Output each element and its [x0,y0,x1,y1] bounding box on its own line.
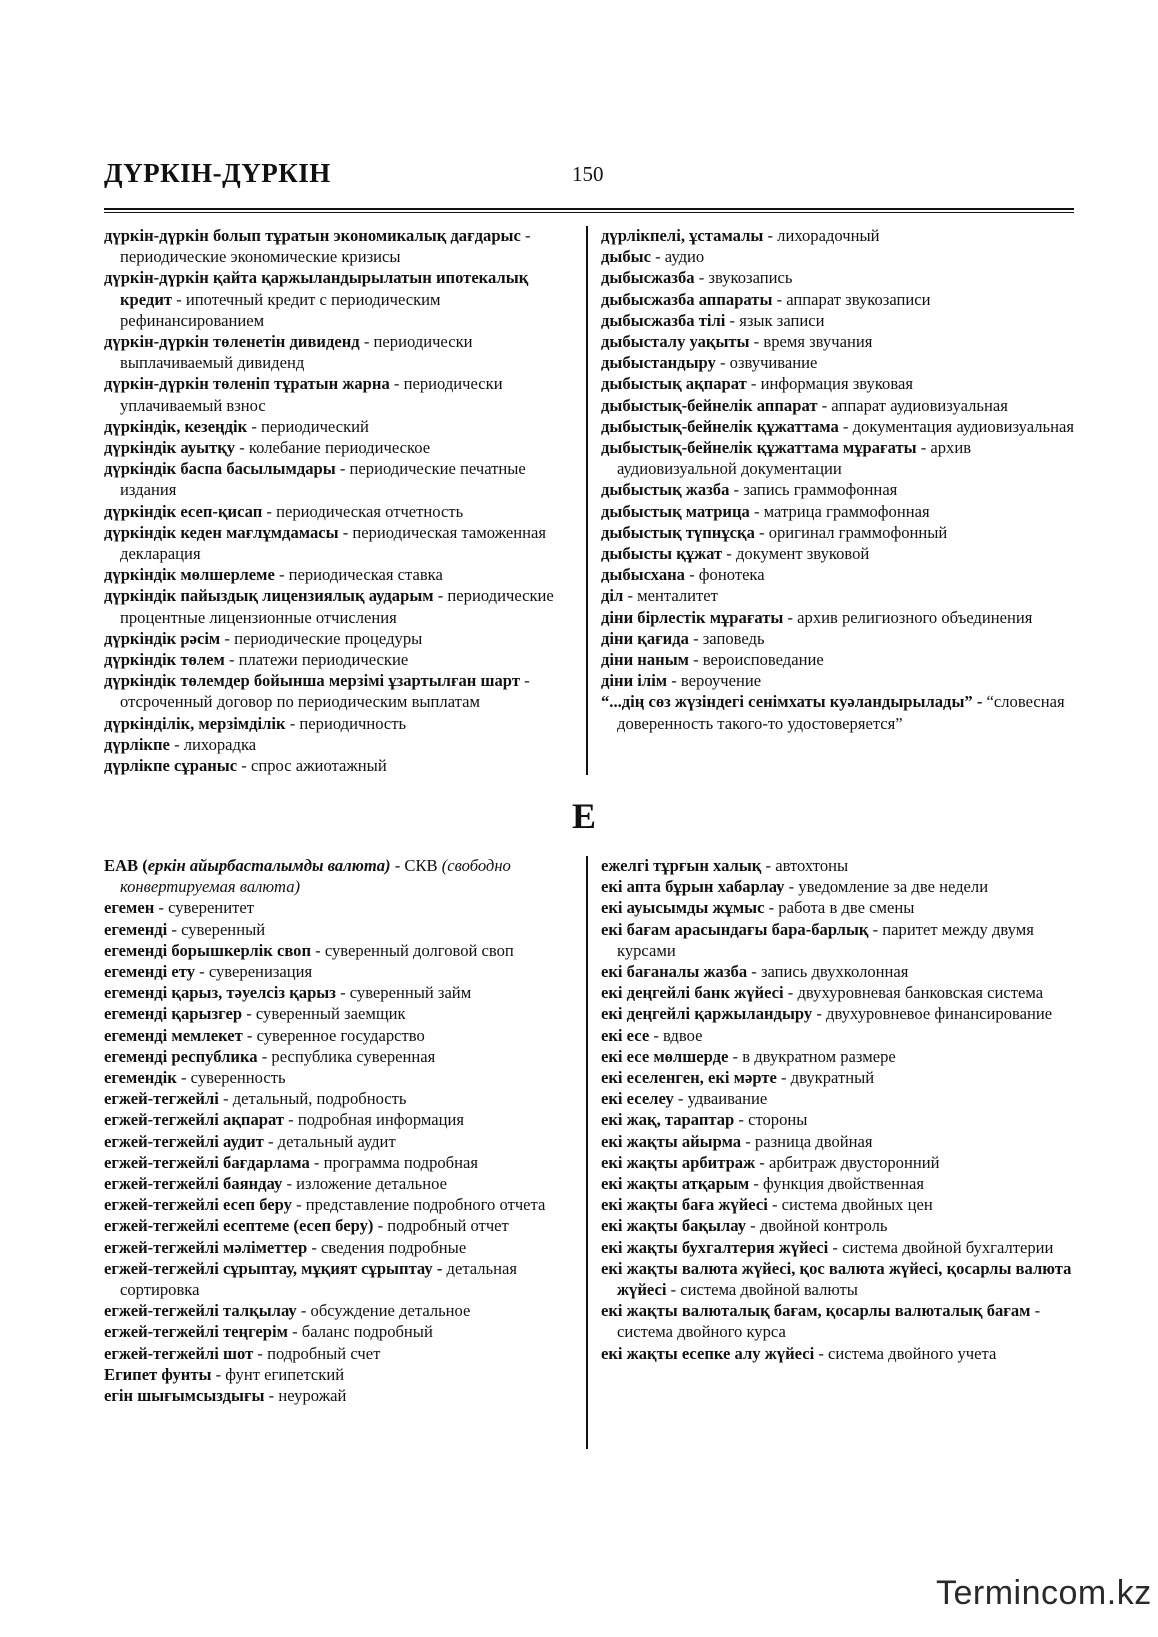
entry-definition: - баланс подробный [287,1322,433,1342]
header-rule [104,208,1074,210]
dictionary-entry [104,1152,574,1173]
dictionary-entry [104,1343,574,1364]
entry-term: егеменді қарызгер [104,1004,243,1024]
dictionary-entry [601,919,1076,961]
entry-term: егжей-тегжейлі талқылау [104,1301,297,1321]
entry-term: дүркін-дүркін болып тұратын экономикалық дағдарыс [104,226,521,245]
entry-term: егеменді [104,919,168,939]
dictionary-entry [601,670,1076,691]
dictionary-entry [104,649,574,670]
dictionary-entry [104,225,574,267]
entry-term: екі еселенген, екі мәрте [601,1068,777,1088]
dictionary-entry [601,876,1076,897]
dictionary-entry [104,585,574,627]
dictionary-entry [104,1003,574,1024]
entry-definition: - разница двойная [741,1131,873,1151]
dictionary-entry [601,1152,1076,1173]
entry-definition: - подробный отчет [373,1216,509,1236]
entry-definition: - суверенный займ [335,983,472,1003]
entry-term: егеменді қарыз, тәуелсіз қарыз [104,983,336,1003]
entry-definition: - двухуровневое финансирование [812,1004,1053,1024]
dictionary-entry [601,395,1076,416]
entry-term: екі жақты баға жүйесі [601,1195,768,1215]
entry-definition: - фунт египетский [211,1364,345,1384]
dictionary-entry [104,1194,574,1215]
bottom-right-column [601,855,1076,1364]
entry-term: егжей-тегжейлі есептеме (есеп беру) [104,1216,374,1236]
entry-definition: - детальный, подробность [218,1089,407,1109]
entry-term: екі жақ, тараптар [601,1110,735,1130]
entry-definition: - система двойного учета [814,1343,997,1363]
dictionary-entry [601,225,1076,246]
entry-term: екі есе [601,1025,650,1045]
entry-definition: - двукратный [776,1068,875,1088]
entry-definition: - суверенный долговой своп [311,940,514,960]
dictionary-entry [104,755,574,776]
dictionary-entry [601,1088,1076,1109]
dictionary-entry [104,1364,574,1385]
dictionary-entry [104,564,574,585]
entry-term: екі деңгейлі қаржыландыру [601,1004,813,1024]
entry-term: дүркін-дүркін төленіп тұратын жарна [104,374,390,394]
entry-term: екі жақты бақылау [601,1216,747,1236]
dictionary-entry [104,1131,574,1152]
entry-definition: - менталитет [623,586,718,606]
entry-term: дүркінділік, мерзімділік [104,713,286,733]
dictionary-entry [601,310,1076,331]
dictionary-entry [104,1321,574,1342]
dictionary-entry [601,416,1076,437]
dictionary-entry [601,1109,1076,1130]
entry-definition: - двухуровневая банковская система [783,983,1044,1003]
entry-definition: - периодические процентные лицензионные отчисления [120,586,554,627]
entry-definition: - лихорадка [169,734,257,754]
entry-term: дыбыстық ақпарат [601,374,747,394]
entry-definition: - платежи периодические [224,650,409,670]
dictionary-entry [601,522,1076,543]
entry-definition: - фонотека [684,565,765,585]
entry-definition: - вероучение [667,671,762,691]
dictionary-entry [104,1385,574,1406]
entry-term: дыбыстық түпнұсқа [601,522,755,542]
entry-definition: - суверенный заемщик [242,1004,406,1024]
dictionary-entry [601,289,1076,310]
entry-definition: - периодически выплачиваемый дивиденд [120,332,473,373]
entry-term: екі ауысымды жұмыс [601,898,765,918]
dictionary-entry [104,267,574,331]
site-logo: Termincom.kz [936,1574,1152,1612]
entry-term: дүрлікпе [104,734,170,754]
entry-definition: - информация звуковая [746,374,913,394]
entry-term: екі жақты есепке алу жүйесі [601,1343,815,1363]
entry-term: егжей-тегжейлі есеп беру [104,1195,292,1215]
entry-term: екі жақты арбитраж [601,1152,756,1172]
entry-term: дыбысжазба тілі [601,310,726,330]
entry-definition: - матрица граммофонная [749,501,930,521]
entry-term: дыбысжазба аппараты [601,289,773,309]
dictionary-entry [104,1300,574,1321]
entry-definition: - запись двухколонная [747,962,909,982]
entry-definition: - аппарат аудиовизуальная [817,395,1008,415]
entry-definition: - вдвое [649,1025,703,1045]
dictionary-entry [104,897,574,918]
entry-definition: - периодические печатные издания [120,459,526,500]
entry-definition: - документ звуковой [722,544,870,564]
dictionary-entry [601,628,1076,649]
entry-term: екі жақты валюта жүйесі, қос валюта жүйесі, қосарлы валюта жүйесі [601,1258,1072,1300]
entry-term: дыбыстық матрица [601,501,750,521]
dictionary-entry [601,1237,1076,1258]
dictionary-entry [601,855,1076,876]
entry-definition: - система двойной валюты [666,1280,858,1300]
entry-definition: - система двойного курса [617,1301,1041,1342]
entry-term: Египет фунты [104,1364,212,1384]
entry-term: егжей-тегжейлі [104,1089,219,1109]
entry-definition: - в двукратном размере [728,1046,896,1066]
entry-term: егжей-тегжейлі аудит [104,1131,264,1151]
entry-term: дыбысхана [601,565,685,585]
entry-definition: - система двойной бухгалтерии [828,1237,1054,1257]
entry-definition: - подробный счет [253,1343,381,1363]
entry-definition: - суверенное государство [242,1025,425,1045]
dictionary-entry [601,1258,1076,1300]
entry-term: дүркіндік төлем [104,650,225,670]
dictionary-entry [104,961,574,982]
page-title: ДҮРКІН-ДҮРКІН [104,158,331,188]
dictionary-entry [104,522,574,564]
entry-definition: - детальный аудит [263,1131,396,1151]
dictionary-entry [104,1067,574,1088]
entry-definition: “словесная доверенность такого-то удостоверяется” [617,692,1065,733]
entry-term: екі еселеу [601,1089,674,1109]
dictionary-entry [104,940,574,961]
dictionary-entry [601,267,1076,288]
entry-definition: - запись граммофонная [729,480,898,500]
entry-term: “...дің сөз жүзіндегі сенімхаты куәландырылады” - [601,692,983,712]
entry-definition: - обсуждение детальное [296,1301,471,1321]
entry-definition: - архив аудиовизуальной документации [617,438,972,479]
entry-definition: - периодические экономические кризисы [120,226,531,267]
entry-term: егжей-тегжейлі баяндау [104,1174,283,1194]
entry-term: ежелгі тұрғын халық [601,856,762,875]
entry-definition: - аудио [650,247,705,267]
dictionary-entry [104,1215,574,1236]
entry-definition: - подробная информация [284,1110,465,1130]
dictionary-entry [104,1237,574,1258]
bottom-left-column [104,855,574,1406]
dictionary-entry [601,373,1076,394]
entry-definition: - документация аудиовизуальная [838,416,1074,436]
entry-definition: - программа подробная [309,1152,478,1172]
entry-definition: - отсроченный договор по периодическим выплатам [120,671,530,712]
dictionary-entry [601,1343,1076,1364]
entry-definition: - уведомление за две недели [784,877,989,897]
entry-term: діни қағида [601,628,689,648]
entry-definition: - архив религиозного объединения [783,607,1033,627]
dictionary-entry [601,564,1076,585]
entry-definition: - периодическая таможенная декларация [120,522,546,564]
entry-term: дыбысталу уақыты [601,332,750,352]
dictionary-entry [601,1300,1076,1342]
dictionary-entry [601,649,1076,670]
entry-definition: детальная сортировка [120,1258,518,1300]
entry-term: дүркін-дүркін қайта қаржыландырылатын ипотекалық кредит [104,268,529,309]
column-divider [586,856,588,1449]
entry-definition: - работа в две смены [764,898,915,918]
entry-term: дыбыстық-бейнелік аппарат [601,395,818,415]
dictionary-entry [104,628,574,649]
entry-term: ЕАВ (еркін айырбасталымды валюта) [104,856,391,875]
entry-definition: - стороны [734,1110,808,1130]
entry-term: дүркіндік баспа басылымдары [104,459,336,479]
entry-term: екі есе мөлшерде [601,1046,729,1066]
entry-definition: - автохтоны [761,856,849,875]
dictionary-entry [104,734,574,755]
entry-term: егжей-тегжейлі мәліметтер [104,1237,308,1257]
entry-term: дыбыстық жазба [601,480,730,500]
entry-definition: - суверенность [176,1068,286,1088]
dictionary-entry [601,1173,1076,1194]
header-rule-thin [104,212,1074,213]
dictionary-entry [104,855,574,897]
entry-term: егеменді республика [104,1046,258,1066]
dictionary-entry [601,961,1076,982]
column-divider [586,226,588,775]
dictionary-entry [601,982,1076,1003]
dictionary-entry [601,501,1076,522]
dictionary-entry [601,543,1076,564]
entry-term: дүркіндік рәсім [104,628,221,648]
entry-term: діни наным [601,650,689,670]
dictionary-entry [104,1046,574,1067]
entry-definition: - система двойных цен [767,1195,933,1215]
dictionary-entry [104,416,574,437]
dictionary-entry [601,607,1076,628]
entry-term: егін шығымсыздығы [104,1386,265,1406]
top-left-column [104,225,574,776]
entry-definition: - паритет между двумя курсами [617,919,1034,960]
entry-term: дүркіндік ауытқу [104,438,236,458]
entry-definition: - арбитраж двусторонний [755,1152,940,1172]
dictionary-entry [601,1067,1076,1088]
dictionary-entry [601,1003,1076,1024]
entry-term: діни бірлестік мұрағаты [601,607,784,627]
entry-definition: - представление подробного отчета [291,1195,546,1215]
entry-term: егемен [104,898,155,918]
entry-definition: - лихорадочный [763,226,880,245]
entry-term: егжей-тегжейлі бағдарлама [104,1152,310,1172]
entry-term: дүркіндік, кезеңдік [104,416,248,436]
dictionary-entry [601,1025,1076,1046]
entry-term: дыбысжазба [601,268,695,288]
entry-term: екі жақты атқарым [601,1174,750,1194]
dictionary-entry [104,919,574,940]
entry-definition: - периодическая отчетность [262,501,464,521]
entry-definition: - периодически уплачиваемый взнос [120,374,503,415]
dictionary-entry [104,458,574,500]
entry-definition: - язык записи [725,310,825,330]
dictionary-entry [601,1215,1076,1236]
entry-term: егжей-тегжейлі сұрыптау, мұқият сұрыптау - [104,1258,443,1278]
entry-term: дүркіндік пайыздық лицензиялық аударым [104,586,434,606]
entry-term: егжей-тегжейлі ақпарат [104,1110,284,1130]
dictionary-entry [104,331,574,373]
entry-term: екі бағаналы жазба [601,962,748,982]
dictionary-entry [601,585,1076,606]
entry-term: дүрлікпелі, ұстамалы [601,226,764,245]
entry-term: екі бағам арасындағы бара-барлық [601,919,869,939]
entry-term: дүркіндік есеп-қисап [104,501,263,521]
dictionary-entry [104,982,574,1003]
dictionary-entry [601,897,1076,918]
entry-term: екі апта бұрын хабарлау [601,877,785,897]
entry-definition: - спрос ажиотажный [237,756,387,776]
dictionary-entry [601,1194,1076,1215]
dictionary-entry [601,437,1076,479]
entry-term: егеменді ету [104,962,196,982]
entry-definition: - озвучивание [715,353,818,373]
entry-definition: - периодичность [285,713,407,733]
top-right-column [601,225,1076,734]
entry-definition: - республика суверенная [257,1046,436,1066]
entry-term: екі жақты валюталық бағам, қосарлы валюталық бағам [601,1301,1031,1321]
entry-definition: - неурожай [264,1386,347,1406]
entry-definition: - двойной контроль [746,1216,888,1236]
entry-term: егеменді борышкерлік своп [104,940,312,960]
entry-definition: - суверенный [167,919,266,939]
entry-term: діни ілім [601,671,668,691]
entry-term: дүркіндік кеден мағлұмдамасы [104,522,339,542]
entry-term: егжей-тегжейлі шот [104,1343,254,1363]
entry-term: дүркіндік төлемдер бойынша мерзімі ұзартылған шарт [104,671,520,691]
dictionary-entry [104,1109,574,1130]
entry-definition: - звукозапись [694,268,793,288]
dictionary-entry [601,1131,1076,1152]
dictionary-entry [104,1025,574,1046]
dictionary-entry [601,479,1076,500]
entry-definition: - вероисповедание [688,650,824,670]
dictionary-entry [104,437,574,458]
dictionary-entry [601,246,1076,267]
entry-definition: - периодический [247,416,369,436]
entry-definition: - периодическая ставка [274,565,443,585]
entry-term: дыбыстық-бейнелік құжаттама мұрағаты [601,438,917,458]
entry-definition: - изложение детальное [282,1174,447,1194]
dictionary-entry [601,352,1076,373]
section-letter: Е [572,796,597,836]
page-number: 150 [572,162,604,186]
entry-term: екі деңгейлі банк жүйесі [601,983,784,1003]
entry-definition: - оригинал граммофонный [754,522,948,542]
entry-definition: - ипотечный кредит с периодическим рефинансированием [120,289,441,330]
entry-definition: - заповедь [688,628,765,648]
entry-definition: - колебание периодическое [235,438,431,458]
entry-term: екі жақты айырма [601,1131,742,1151]
entry-definition: - суверенитет [154,898,254,918]
entry-term: егжей-тегжейлі теңгерім [104,1322,288,1342]
entry-definition: - суверенизация [195,962,313,982]
entry-definition: - периодические процедуры [220,628,423,648]
entry-term: дыбыстық-бейнелік құжаттама [601,416,839,436]
entry-term: егемендік [104,1068,177,1088]
entry-definition: - СКВ (свободно конвертируемая валюта) [120,856,511,897]
dictionary-entry [104,501,574,522]
dictionary-entry [601,691,1076,733]
entry-definition: - функция двойственная [749,1174,924,1194]
entry-term: дүрлікпе сұраныс [104,756,238,776]
entry-term: дүркін-дүркін төленетін дивиденд [104,332,360,352]
dictionary-entry [104,1258,574,1300]
entry-term: екі жақты бухгалтерия жүйесі [601,1237,829,1257]
entry-term: дыбысты құжат [601,544,723,564]
dictionary-entry [104,373,574,415]
entry-term: дыбыстандыру [601,353,716,373]
dictionary-entry [601,331,1076,352]
entry-term: егеменді мемлекет [104,1025,243,1045]
entry-definition: - время звучания [749,332,873,352]
dictionary-entry [104,1088,574,1109]
entry-definition: - аппарат звукозаписи [772,289,931,309]
dictionary-entry [601,1046,1076,1067]
entry-definition: - удваивание [673,1089,768,1109]
entry-definition: - сведения подробные [307,1237,467,1257]
dictionary-entry [104,670,574,712]
dictionary-entry [104,1173,574,1194]
entry-term: діл [601,586,624,606]
entry-term: дыбыс [601,247,651,267]
entry-term: дүркіндік мөлшерлеме [104,565,275,585]
dictionary-entry [104,713,574,734]
